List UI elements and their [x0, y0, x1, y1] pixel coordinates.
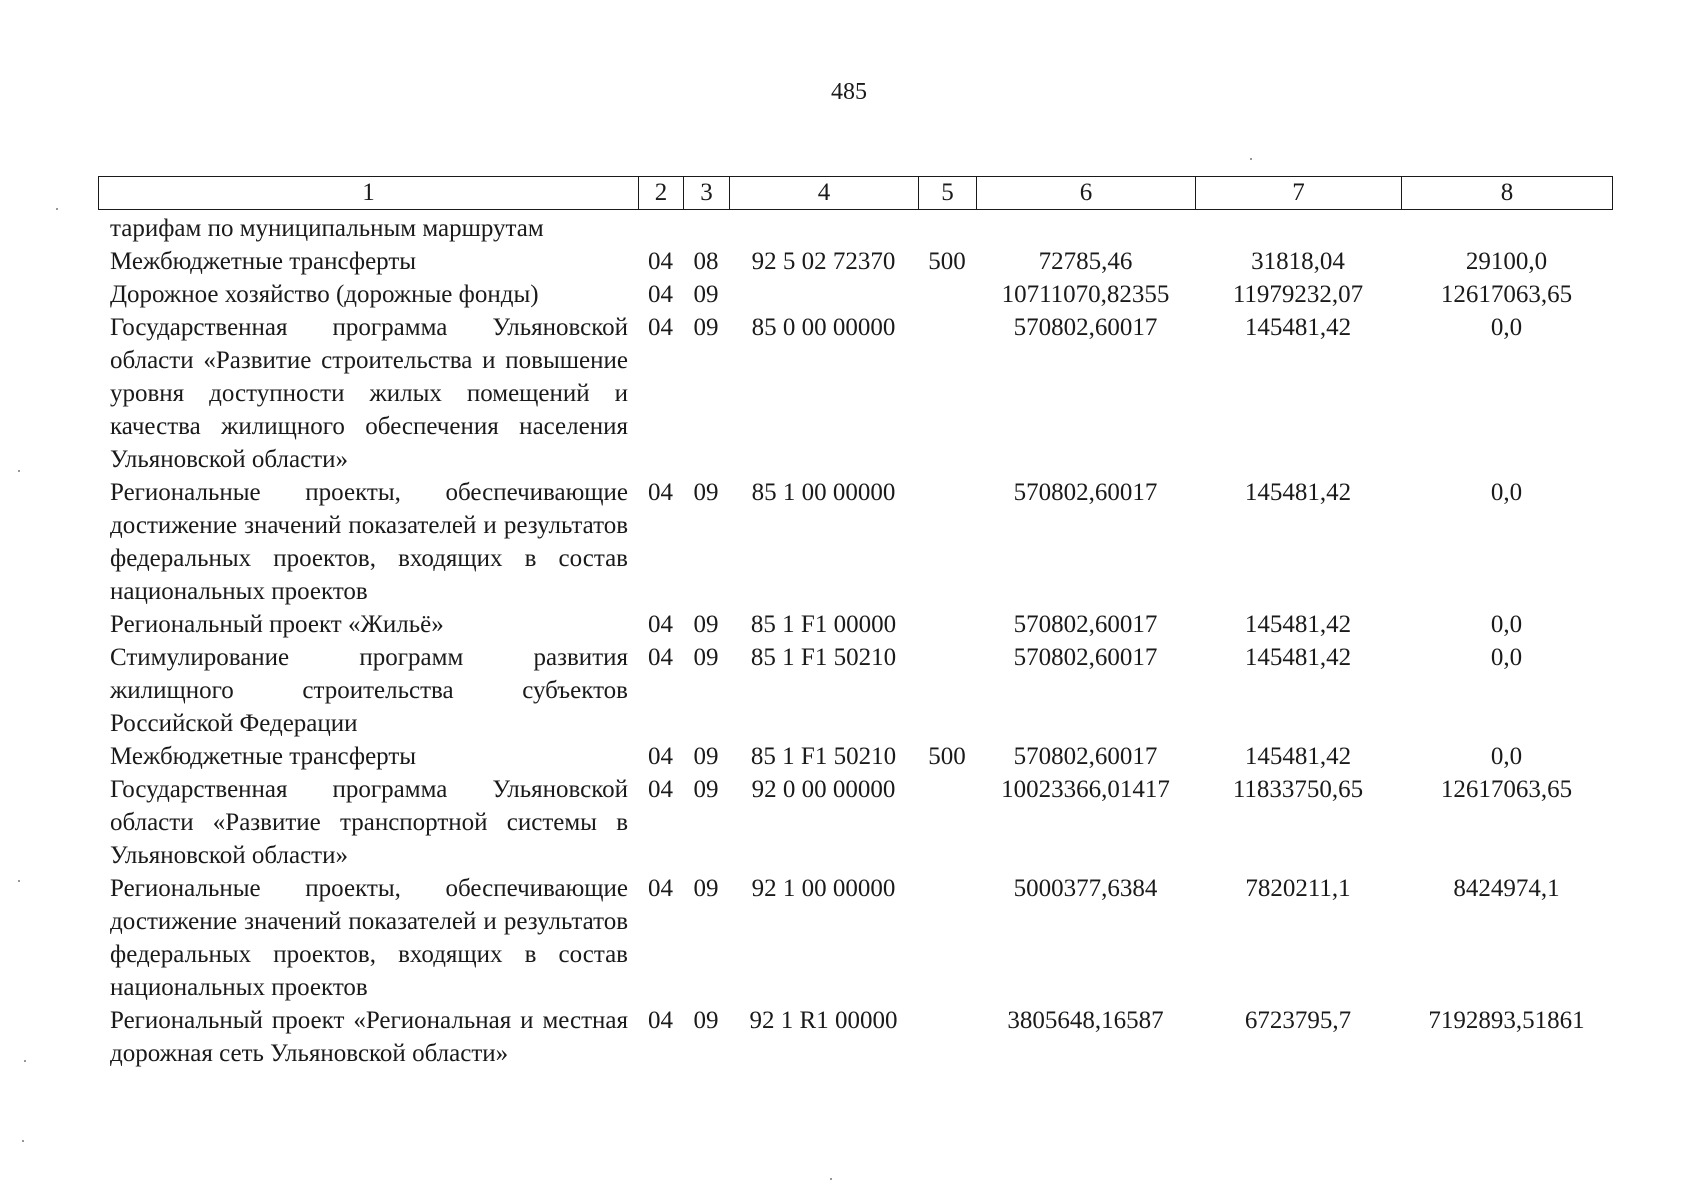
item-name: Государственная программа Ульяновской области «Развитие транспортной системы в Ульяновской области» — [110, 776, 628, 869]
amount-year-1: 570802,60017 — [1013, 644, 1158, 671]
scan-speck — [18, 470, 20, 472]
table-row — [98, 1004, 1612, 1070]
table-row — [98, 872, 1612, 1004]
table-row — [98, 476, 1612, 608]
table-row — [98, 245, 1612, 278]
amount-year-3 — [1401, 212, 1612, 245]
amount-year-2 — [1195, 212, 1401, 245]
amount-year-1: 3805648,16587 — [1007, 1007, 1164, 1034]
amount-year-1: 570802,60017 — [1013, 743, 1158, 770]
item-name: тарифам по муниципальным маршрутам — [110, 215, 544, 242]
target-article: 85 1 F1 50210 — [750, 743, 897, 770]
column-number-header — [98, 176, 1613, 210]
code-section: 04 — [648, 1007, 673, 1034]
header-col-1: 1 — [99, 177, 639, 210]
amount-year-2: 31818,04 — [1251, 248, 1345, 275]
code-section: 04 — [648, 281, 673, 308]
target-article — [729, 278, 918, 311]
amount-year-1 — [976, 212, 1195, 245]
code-subsection: 09 — [693, 644, 719, 671]
table-row — [98, 311, 1612, 476]
amount-year-2: 145481,42 — [1244, 479, 1352, 506]
code-section: 04 — [648, 875, 673, 902]
amount-year-3: 0,0 — [1490, 611, 1523, 638]
amount-year-1: 72785,46 — [1038, 248, 1133, 275]
scan-speck — [18, 880, 20, 882]
table-row — [98, 608, 1612, 641]
expense-type — [918, 641, 976, 740]
amount-year-3: 0,0 — [1490, 743, 1523, 770]
target-article: 85 1 00 00000 — [751, 479, 896, 506]
amount-year-2: 6723795,7 — [1244, 1007, 1352, 1034]
scan-speck — [830, 1178, 832, 1180]
code-section: 04 — [648, 611, 673, 638]
scan-speck — [1250, 158, 1252, 160]
amount-year-1: 10023366,01417 — [1001, 776, 1170, 803]
expense-type: 500 — [928, 743, 966, 770]
amount-year-1: 10711070,82355 — [1001, 281, 1170, 308]
item-name: Стимулирование программ развития жилищного строительства субъектов Российской Федерации — [110, 644, 628, 737]
item-name: Дорожное хозяйство (дорожные фонды) — [110, 281, 539, 308]
target-article: 85 1 F1 50210 — [750, 644, 897, 671]
item-name: Межбюджетные трансферты — [110, 743, 417, 770]
amount-year-2: 7820211,1 — [1245, 875, 1351, 902]
expense-type — [918, 872, 976, 1004]
target-article: 92 1 00 00000 — [751, 875, 896, 902]
item-name: Региональный проект «Региональная и местная дорожная сеть Ульяновской области» — [110, 1007, 628, 1067]
header-col-4: 4 — [730, 177, 919, 210]
target-article: 92 1 R1 00000 — [749, 1007, 898, 1034]
target-article: 92 5 02 72370 — [751, 248, 896, 275]
expense-type — [918, 311, 976, 476]
header-col-7: 7 — [1196, 177, 1402, 210]
table-row — [98, 773, 1612, 872]
header-col-3: 3 — [684, 177, 730, 210]
expense-type: 500 — [928, 248, 966, 275]
code-subsection — [683, 212, 729, 245]
scan-speck — [24, 1060, 26, 1062]
amount-year-2: 11833750,65 — [1232, 776, 1364, 803]
amount-year-2: 11979232,07 — [1232, 281, 1364, 308]
target-article — [729, 212, 918, 245]
amount-year-2: 145481,42 — [1244, 314, 1352, 341]
code-subsection: 09 — [693, 281, 719, 308]
amount-year-3: 29100,0 — [1465, 248, 1548, 275]
table-row — [98, 278, 1612, 311]
target-article: 85 0 00 00000 — [751, 314, 896, 341]
header-col-6: 6 — [977, 177, 1196, 210]
budget-table — [98, 212, 1612, 1070]
code-subsection: 09 — [693, 776, 719, 803]
table-row — [98, 740, 1612, 773]
code-subsection: 09 — [693, 1007, 719, 1034]
table-row — [98, 212, 1612, 245]
code-section: 04 — [648, 248, 673, 275]
expense-type — [918, 278, 976, 311]
amount-year-3: 8424974,1 — [1453, 875, 1560, 902]
amount-year-1: 5000377,6384 — [1013, 875, 1158, 902]
amount-year-3: 0,0 — [1490, 314, 1523, 341]
item-name: Государственная программа Ульяновской области «Развитие строительства и повышение уровня доступности жилых помещений и качества жилищного обеспечения населения Ульяновской области» — [110, 314, 628, 473]
code-section — [638, 212, 683, 245]
amount-year-3: 0,0 — [1490, 644, 1523, 671]
code-subsection: 09 — [693, 875, 719, 902]
amount-year-2: 145481,42 — [1244, 743, 1352, 770]
amount-year-2: 145481,42 — [1244, 644, 1352, 671]
expense-type — [918, 212, 976, 245]
code-subsection: 09 — [693, 743, 719, 770]
header-col-5: 5 — [919, 177, 977, 210]
code-subsection: 08 — [693, 248, 719, 275]
code-section: 04 — [648, 314, 673, 341]
expense-type — [918, 608, 976, 641]
expense-type — [918, 773, 976, 872]
target-article: 85 1 F1 00000 — [750, 611, 897, 638]
table-body — [98, 212, 1612, 1070]
table-row — [98, 641, 1612, 740]
code-subsection: 09 — [693, 479, 719, 506]
scan-speck — [56, 208, 58, 210]
amount-year-1: 570802,60017 — [1013, 479, 1158, 506]
amount-year-3: 12617063,65 — [1440, 281, 1573, 308]
item-name: Региональный проект «Жильё» — [110, 611, 444, 638]
amount-year-3: 0,0 — [1490, 479, 1523, 506]
code-subsection: 09 — [693, 611, 719, 638]
item-name: Региональные проекты, обеспечивающие достижение значений показателей и результатов федеральных проектов, входящих в состав национальных проектов — [110, 875, 628, 1001]
code-section: 04 — [648, 479, 673, 506]
amount-year-1: 570802,60017 — [1013, 314, 1158, 341]
code-section: 04 — [648, 776, 673, 803]
item-name: Региональные проекты, обеспечивающие достижение значений показателей и результатов федеральных проектов, входящих в состав национальных проектов — [110, 479, 628, 605]
amount-year-3: 7192893,51861 — [1428, 1007, 1585, 1034]
page-number: 485 — [831, 79, 867, 105]
amount-year-1: 570802,60017 — [1013, 611, 1158, 638]
expense-type — [918, 1004, 976, 1070]
code-section: 04 — [648, 743, 673, 770]
scan-speck — [22, 1140, 24, 1142]
expense-type — [918, 476, 976, 608]
target-article: 92 0 00 00000 — [751, 776, 896, 803]
item-name: Межбюджетные трансферты — [110, 248, 417, 275]
header-col-2: 2 — [639, 177, 684, 210]
code-subsection: 09 — [693, 314, 719, 341]
amount-year-2: 145481,42 — [1244, 611, 1352, 638]
amount-year-3: 12617063,65 — [1440, 776, 1573, 803]
header-col-8: 8 — [1402, 177, 1613, 210]
code-section: 04 — [648, 644, 673, 671]
